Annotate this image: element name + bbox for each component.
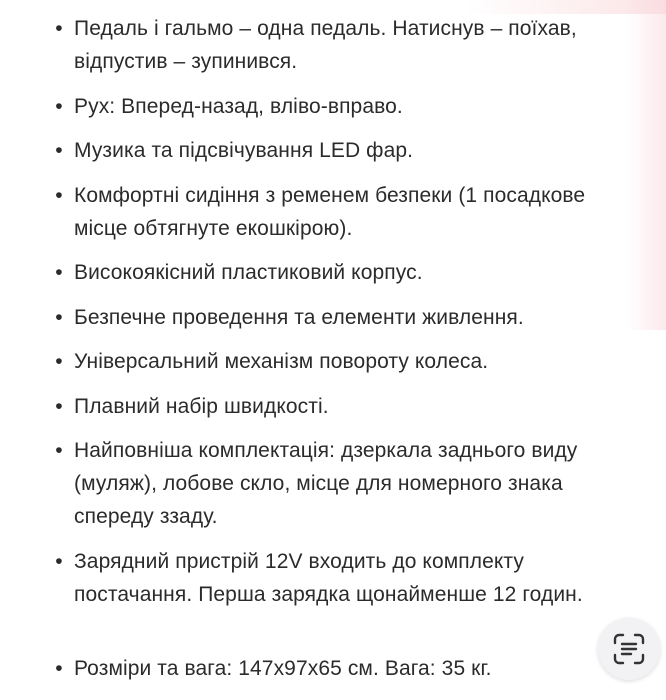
list-item-text: Зарядний пристрій 12V входить до комплекту постачання. Перша зарядка щонайменше 12 годин. [74, 550, 583, 606]
list-item [55, 652, 634, 685]
list-item-text: Комфортні сидіння з ременем безпеки (1 посадкове місце обтягнуте екошкірою). [74, 184, 586, 240]
list-item-text: Рух: Вперед-назад, вліво-вправо. [74, 95, 403, 118]
bullet: • [55, 17, 63, 40]
bullet: • [55, 350, 63, 373]
list-item-text: Розміри та вага: 147х97х65 см. Вага: 35 кг. [74, 657, 492, 680]
bullet: • [55, 395, 63, 418]
list-item-text: Музика та підсвічування LED фар. [74, 139, 414, 162]
list-item [55, 90, 634, 123]
list-item [55, 12, 634, 78]
list-item [55, 301, 634, 334]
text-scan-button[interactable] [598, 618, 660, 680]
list-item-text: Універсальний механізм повороту колеса. [74, 350, 489, 373]
bullet: • [55, 306, 63, 329]
bullet: • [55, 95, 63, 118]
list-item [55, 390, 634, 423]
list-item [55, 545, 634, 611]
list-item-text: Безпечне проведення та елементи живлення. [74, 306, 524, 329]
bullet: • [55, 261, 63, 284]
bullet: • [55, 439, 63, 462]
bullet: • [55, 139, 63, 162]
list-item-text: Плавний набір швидкості. [74, 395, 329, 418]
bullet: • [55, 184, 63, 207]
list-item-text: Найповніша комплектація: дзеркала заднього виду (муляж), лобове скло, місце для номерного знака спереду ззаду. [74, 439, 578, 528]
text-scan-icon [612, 632, 646, 666]
list-item-text: Педаль і гальмо – одна педаль. Натиснув – поїхав, відпустив – зупинився. [74, 17, 577, 73]
bullet: • [55, 550, 63, 573]
list-item [55, 434, 634, 533]
list-item [55, 179, 634, 245]
bullet: • [55, 657, 63, 680]
list-item [55, 345, 634, 378]
list-item [55, 256, 634, 289]
list-item-text: Високоякісний пластиковий корпус. [74, 261, 423, 284]
list-item [55, 134, 634, 167]
